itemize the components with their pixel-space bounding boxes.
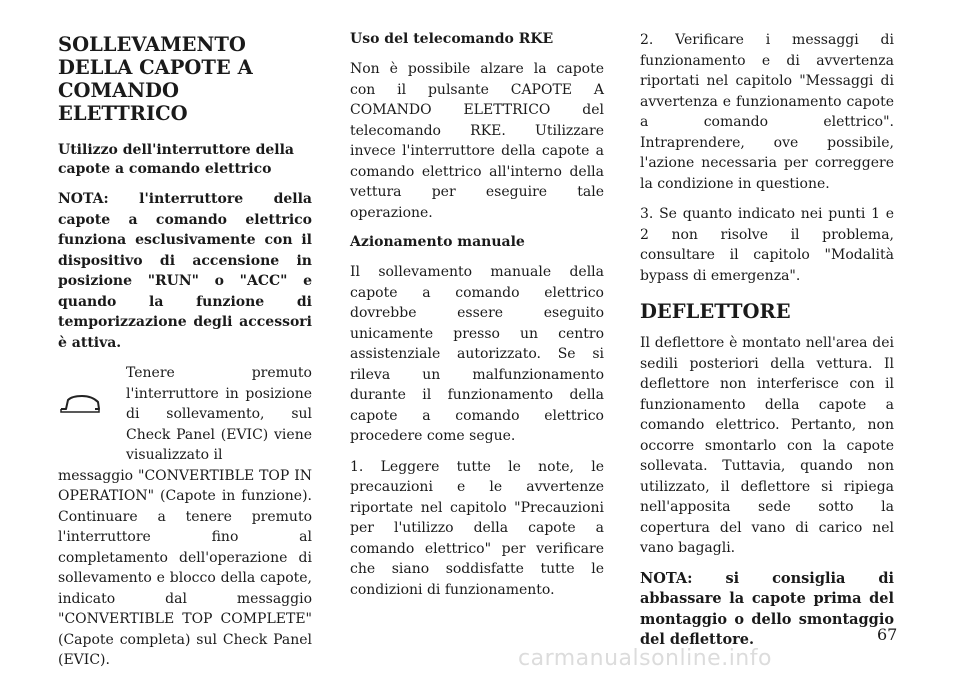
column-left	[58, 30, 312, 681]
section-title-sollevamento: SOLLEVAMENTO DELLA CAPOTE A COMANDO ELETTRICO	[58, 33, 253, 125]
para-deflettore: Il deflettore è montato nell'area dei sedili posteriori della vettura. Il deflettore non interferisce con il funzionamento della capote a comando elettrico. Pertanto, non occorre smontarlo con la capote sollevata. Tuttavia, quando non utilizzato, il deflettore si ripiega nell'apposita sede sotto la copertura del vano di carico nel vano bagagli.	[640, 335, 894, 556]
subtitle-interruttore: Utilizzo dell'interruttore della capote a comando elettrico	[58, 142, 294, 177]
step-1: 1. Leggere tutte le note, le precauzioni e le avvertenze riportate nel capitolo "Precauzioni per l'utilizzo della capote a comando elettrico" per verificare che siano soddisfatte tutte le condizioni di funzionamento.	[350, 458, 604, 598]
column-middle	[350, 30, 604, 610]
heading-manuale: Azionamento manuale	[350, 234, 525, 250]
convertible-top-icon	[58, 363, 126, 443]
para-manuale: Il sollevamento manuale della capote a comando elettrico dovrebbe essere eseguito unicamente presso un centro assistenziale autorizzato. Se si rileva un malfunzionamento durante il funzionamento della capote a comando elettrico procedere come segue.	[350, 264, 604, 444]
para-telecomando: Non è possibile alzare la capote con il pulsante CAPOTE A COMANDO ELETTRICO del telecomando RKE. Utilizzare invece l'interruttore della capote a comando elettrico all'interno della vettura per eseguire tale operazione.	[350, 61, 604, 221]
page-number: 67	[877, 625, 898, 644]
column-right	[640, 30, 894, 661]
watermark: carmanualsonline.info	[518, 646, 772, 671]
section-title-deflettore: DEFLETTORE	[640, 300, 791, 323]
heading-telecomando: Uso del telecomando RKE	[350, 31, 554, 47]
step-3: 3. Se quanto indicato nei punti 1 e 2 non risolve il problema, consultare il capitolo "Modalità bypass di emergenza".	[640, 206, 894, 284]
step-2: 2. Verificare i messaggi di funzionamento e di avvertenza riportati nel capitolo "Messaggi di avvertenza e funzionamento capote a comando elettrico". Intraprendere, ove possibile, l'azione necessaria per correggere la condizione in questione.	[640, 32, 894, 192]
instruction-continued: messaggio "CONVERTIBLE TOP IN OPERATION" (Capote in funzione). Continuare a tenere premuto l'interruttore fino al completamento dell'operazione di sollevamento e blocco della capote, indicato dal messaggio "CONVERTIBLE TOP COMPLETE" (Capote completa) sul Check Panel (EVIC).	[58, 467, 312, 668]
icon-instruction-text: Tenere premuto l'interruttore in posizione di sollevamento, sul Check Panel (EVIC) viene visualizzato il	[126, 365, 312, 463]
nota-deflettore: NOTA: si consiglia di abbassare la capote prima del montaggio o dello smontaggio del deflettore.	[640, 569, 894, 648]
nota-interruttore: NOTA: l'interruttore della capote a comando elettrico funziona esclusivamente con il dispositivo di accensione in posizione "RUN" o "ACC" e quando la funzione di temporizzazione degli accessori è attiva.	[58, 191, 312, 351]
icon-paragraph	[58, 363, 312, 466]
